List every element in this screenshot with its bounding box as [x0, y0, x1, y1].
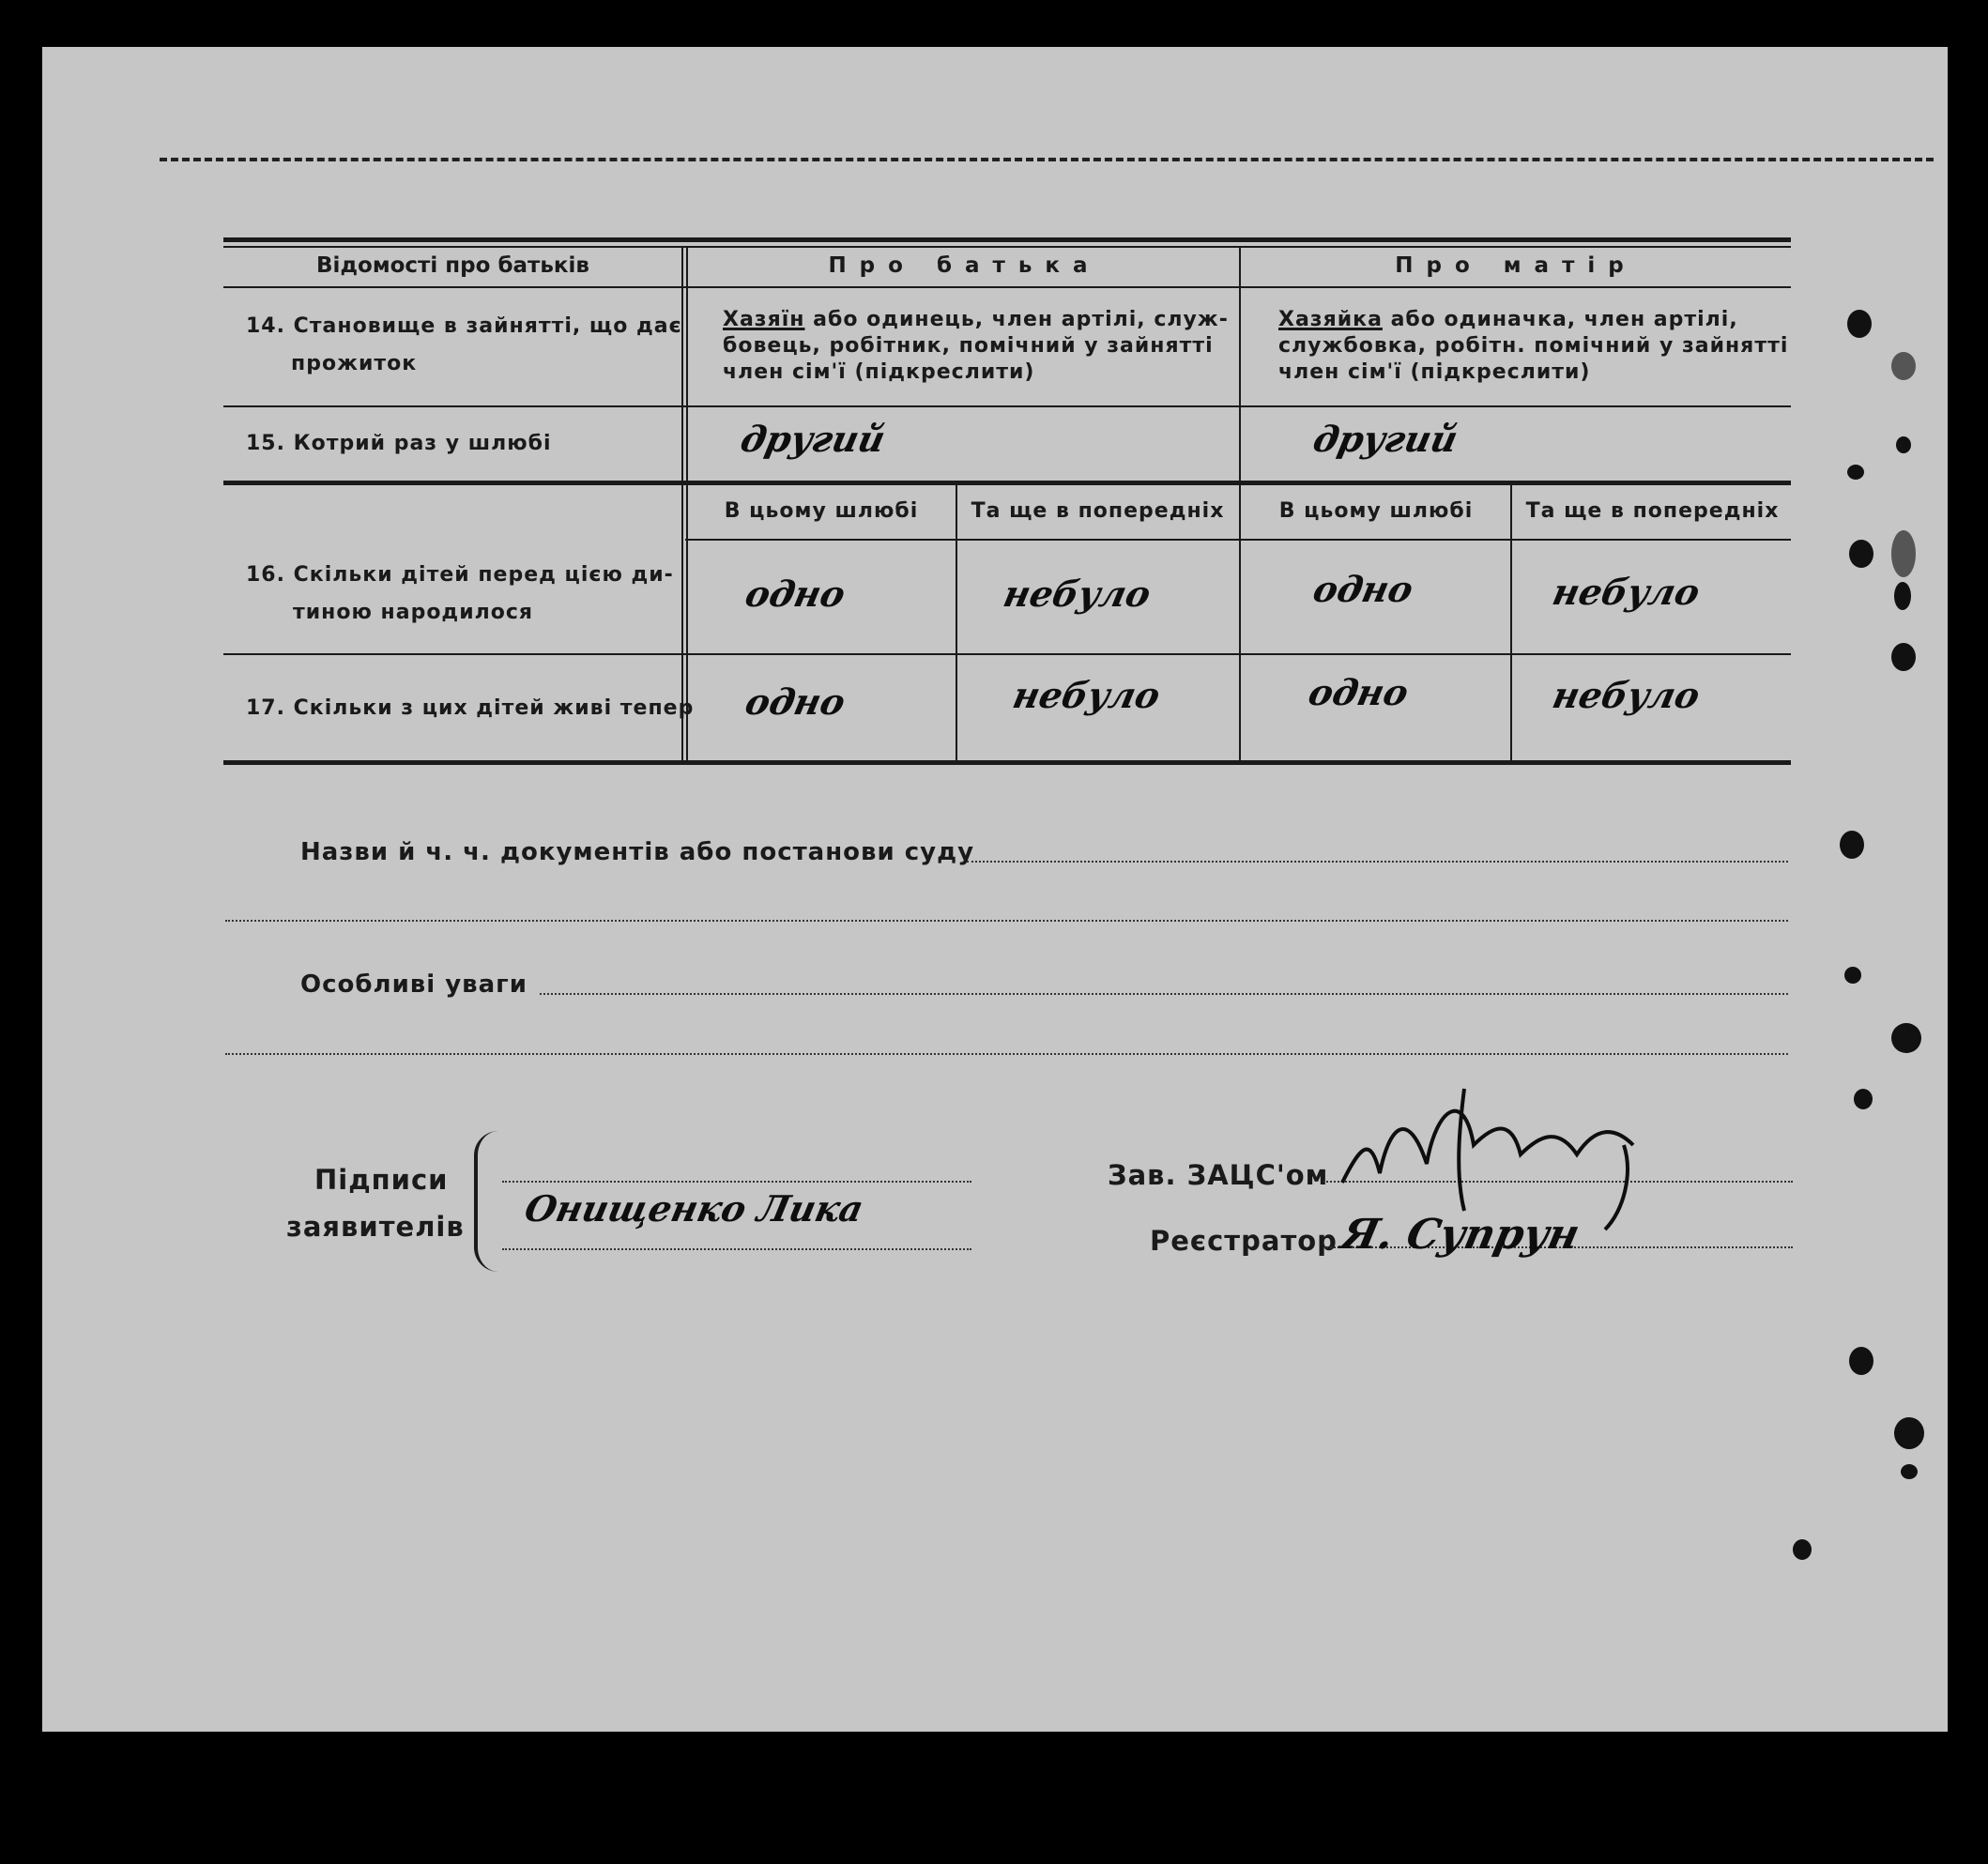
punch-hole [1793, 1539, 1812, 1560]
row16-separator [223, 653, 1791, 655]
punch-hole [1840, 831, 1864, 859]
registrar-label: Реєстратор [1150, 1225, 1338, 1257]
header-father: Про батька [828, 253, 1101, 278]
punch-hole [1844, 967, 1861, 984]
row17-mother-previous: небуло [1549, 674, 1705, 716]
punch-hole [1891, 1023, 1921, 1053]
father-status-rest: або одинець, член артілі, служ- [804, 308, 1229, 331]
row14-separator [223, 405, 1791, 407]
row14-mother-line3: член сім'ї (підкреслити) [1278, 360, 1591, 384]
subheader-mother-this: В цьому шлюбі [1278, 499, 1474, 523]
header-label-col: Відомості про батьків [316, 253, 589, 278]
punch-hole [1891, 352, 1916, 380]
row15-father-value: другий [737, 418, 890, 460]
col-divider-father-sub [956, 485, 957, 760]
row14-mother-line1 [1278, 308, 1738, 331]
punch-hole [1891, 530, 1916, 577]
row14-father-line1 [723, 308, 1229, 331]
col-divider-1b [686, 246, 688, 762]
table-top-border [223, 237, 1791, 242]
punch-hole [1849, 540, 1873, 568]
row16-label-line2: тиною народилося [293, 601, 534, 624]
signatures-label-line1: Підписи [314, 1164, 449, 1196]
notes-line [540, 993, 1788, 995]
row16-father-this: одно [742, 573, 849, 615]
row16-mother-previous: небуло [1549, 571, 1705, 613]
row14-father-line2: бовець, робітник, помічний у зайнятті [723, 334, 1214, 358]
punch-hole [1894, 1417, 1924, 1449]
mother-status-rest: або одиначка, член артілі, [1382, 308, 1738, 331]
row17-label: 17. Скільки з цих дітей живі тепер [246, 696, 695, 720]
signature-line-1 [502, 1181, 971, 1183]
subheader-father-this: В цьому шлюбі [724, 499, 919, 523]
signatures-brace [474, 1131, 498, 1272]
punch-hole [1894, 582, 1911, 610]
table-bottom-border [223, 760, 1791, 765]
header-separator [223, 286, 1791, 288]
row17-father-previous: небуло [1009, 674, 1165, 716]
registrar-signature: Я. Супрун [1337, 1211, 1584, 1259]
header-mother: Про матір [1395, 253, 1637, 278]
subheader-mother-previous: Та ще в попередніх [1525, 499, 1780, 523]
head-label: Зав. ЗАЦС'ом [1108, 1159, 1329, 1191]
subheader-father-previous: Та ще в попередніх [971, 499, 1225, 523]
punch-hole [1847, 465, 1864, 480]
row17-father-this: одно [742, 680, 849, 723]
perforation-line [160, 158, 1934, 161]
punch-hole [1901, 1464, 1918, 1479]
row15-separator [223, 481, 1791, 485]
row14-father-line3: член сім'ї (підкреслити) [723, 360, 1035, 384]
documents-label: Назви й ч. ч. документів або постанови суду [300, 838, 975, 866]
punch-hole [1891, 643, 1916, 671]
notes-line-2 [225, 1053, 1788, 1055]
row14-mother-line2: службовка, робітн. помічний у зайнятті [1278, 334, 1789, 358]
row15-mother-value: другий [1309, 418, 1462, 460]
row16-mother-this: одно [1309, 568, 1417, 610]
punch-hole [1847, 310, 1872, 338]
document-page [42, 47, 1948, 1732]
signature-line-2 [502, 1248, 971, 1250]
documents-line [967, 861, 1788, 863]
applicant-signature: Онищенко Лика [521, 1187, 868, 1230]
row15-label: 15. Котрий раз у шлюбі [246, 432, 552, 455]
row14-label-line1: 14. Становище в зайнятті, що дає [246, 314, 682, 338]
notes-label: Особливі уваги [300, 970, 528, 999]
row14-label-line2: прожиток [291, 352, 418, 375]
punch-hole [1849, 1347, 1873, 1375]
mother-status-underlined: Хазяйка [1278, 308, 1383, 331]
father-status-underlined: Хазяїн [723, 308, 805, 331]
punch-hole [1854, 1089, 1873, 1109]
signatures-label-line2: заявителів [286, 1211, 465, 1243]
punch-hole [1896, 436, 1911, 453]
row17-mother-this: одно [1305, 671, 1413, 713]
row16-label-line1: 16. Скільки дітей перед цією ди- [246, 563, 674, 587]
col-divider-2 [1239, 246, 1241, 762]
col-divider-mother-sub [1510, 485, 1512, 760]
row16-father-previous: небуло [1000, 573, 1155, 615]
documents-line-2 [225, 920, 1788, 922]
table-top-border-inner [223, 246, 1791, 248]
subheader-separator [685, 539, 1791, 541]
